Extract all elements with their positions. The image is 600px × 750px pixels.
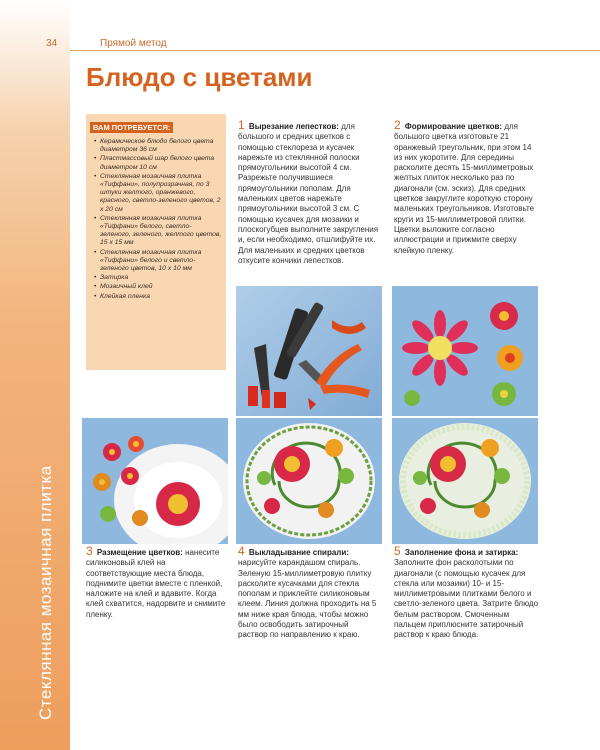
step-3 <box>86 546 228 620</box>
step-1 <box>238 120 380 266</box>
step-text: нарисуйте карандашом спираль. Зеленую 15-миллиметровую плитку расколите кусачками для стекла пополам и приклейте силиконовым клеем. Линия должна проходить на 5 мм ниже края блюда, чтобы можно было освободить затирочный раствор по направлению к краю. <box>238 558 377 640</box>
materials-item: • Стеклянная мозаичная плитка «Тиффани» белого, светло-зеленого, зеленого, желтого цветов, 15 x 15 мм <box>94 215 222 248</box>
step-5 <box>394 546 539 641</box>
side-band <box>0 0 70 750</box>
materials-item: • Пластмассовый шар белого цвета диаметром 10 см <box>94 155 222 171</box>
materials-list <box>94 138 222 302</box>
running-head: Прямой метод <box>100 38 167 49</box>
page-number: 34 <box>46 38 58 49</box>
side-title: Стеклянная мозаичная плитка <box>36 465 55 720</box>
step-text: нанесите силиконовый клей на соответствующие места блюда, поднимите цветки вместе с пленкой, наложите на клей и вдавите. Когда клей схватится, надорвите и снимите пленку. <box>86 548 226 619</box>
materials-item: • Керамическое блюдо белого цвета диаметром 36 см <box>94 138 222 154</box>
step-heading: Заполнение фона и затирка: <box>404 548 519 557</box>
header-rule <box>70 50 600 51</box>
finished-photo <box>392 418 538 544</box>
step-heading: Выкладывание спирали: <box>248 548 349 557</box>
step-number: 5 <box>394 544 401 558</box>
placing-photo <box>82 418 228 544</box>
materials-item: • Клейкая пленка <box>94 293 222 301</box>
step-2 <box>394 120 539 256</box>
materials-item: • Мозаичный клей <box>94 283 222 291</box>
step-heading: Вырезание лепестков: <box>248 122 339 131</box>
step-number: 1 <box>238 118 245 132</box>
step-heading: Формирование цветков: <box>404 122 503 131</box>
flowers-photo <box>392 286 538 416</box>
step-text: для большого цветка изготовьте 21 оранжевый треугольник, при этом 14 из них укоротите. Для середины расколите десять 15-миллиметровых желтых плиток несколько раз по диагонали (см. эскиз). Для средних цветков закруглите короткую сторону маленьких треугольников. Изготовьте круги из 15-миллиметровой плитки. Цветки выложите согласно иллюстрации и прижмите сверху клейкую пленку. <box>394 122 535 255</box>
step-number: 3 <box>86 544 93 558</box>
step-4 <box>238 546 380 641</box>
spiral-photo <box>236 418 382 544</box>
materials-item: • Стеклянная мозаичная плитка «Тиффани» белого и светло-зеленого цветов, 10 x 10 мм <box>94 249 222 274</box>
step-heading: Размещение цветков: <box>96 548 183 557</box>
step-text: для большого и средних цветков с помощью стеклореза и кусачек нарежьте из стеклянной полоски прямоугольники высотой 4 см. Разрежьте получившиеся прямоугольники пополам. Для маленьких цветов нарежьте прямоугольники высотой 3 см. С помощью кусачек для мозаики и плоскогубцев выполните закругления и, если необходимо, отшлифуйте их. Для маленьких и средних цветков откусите кончики лепестков. <box>238 122 379 265</box>
page-title: Блюдо с цветами <box>86 62 313 92</box>
step-number: 4 <box>238 544 245 558</box>
materials-item: • Затирка <box>94 274 222 282</box>
materials-item: • Стеклянная мозаичная плитка «Тиффани», полупрозрачная, по 3 штуки желтого, оранжевого, красного, светло-зеленого цветов, 2 x 20 см <box>94 173 222 214</box>
tools-photo <box>236 286 382 416</box>
step-number: 2 <box>394 118 401 132</box>
materials-heading: ВАМ ПОТРЕБУЕТСЯ: <box>90 122 173 133</box>
step-text: Заполните фон расколотыми по диагонали (с помощью кусачек для стекла или мозаики) 10- и 15-миллиметровыми плитками белого и светло-зеленого цвета. Затрите блюдо белым раствором. Смоченным пальцем приплюсните затирочный раствор к краю блюда. <box>394 558 539 640</box>
